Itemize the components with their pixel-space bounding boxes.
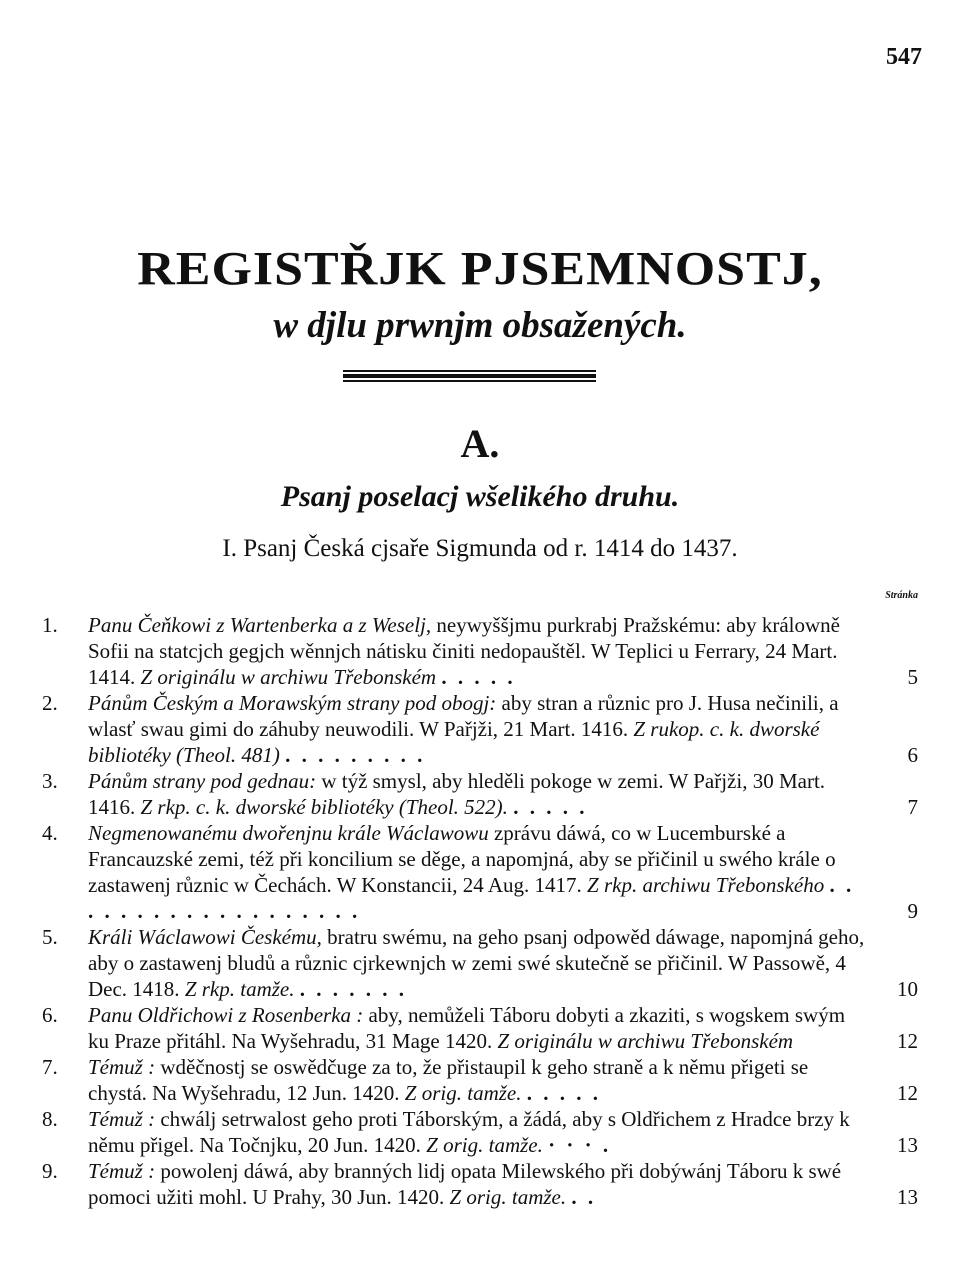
entry-leader-dots: . . xyxy=(571,1185,597,1209)
entry-number: 6. xyxy=(42,1003,58,1027)
entry-description: powolenj dáwá, aby branných lidj opata Milewského při dobýwánj Táboru k swé pomoci užiti mohl. U Prahy, 30 Jun. 1420. xyxy=(88,1159,842,1209)
entry-page: 13 xyxy=(897,1133,918,1157)
section-letter: A. xyxy=(460,421,500,466)
page-title: REGISTŘJK PJSEMNOSTJ, xyxy=(137,243,823,296)
entry-leader-dots: · · · . xyxy=(548,1133,612,1157)
entry-page: 7 xyxy=(907,795,918,819)
entry-leader-dots: . . . . . xyxy=(526,1081,601,1105)
entry-text xyxy=(88,768,878,820)
entry-page: 12 xyxy=(897,1029,918,1053)
entry-addressee: Panu Oldřichowi z Rosenberka : xyxy=(88,1003,364,1027)
entry-addressee: Témuž : xyxy=(88,1055,156,1079)
entry-addressee: Králi Wáclawowi Českému, xyxy=(88,925,322,949)
entry-description: aby, nemůželi Táboru dobyti a zkaziti, s wogskem swým ku Praze přitáhl. Na Wyšehradu, 31 Mage 1420. xyxy=(88,1003,846,1053)
entry-number: 3. xyxy=(42,769,58,793)
entry-addressee: Panu Čeňkowi z Wartenberka a z Weselj, xyxy=(88,613,432,637)
entry-leader-dots: . . . . . . . . . xyxy=(285,743,426,767)
entry-addressee: Pánům Českým a Morawským strany pod obogj: xyxy=(88,691,497,715)
entry-source: Z orig. tamže. xyxy=(449,1185,567,1209)
page-subtitle: w djlu prwnjm obsažených. xyxy=(273,305,687,346)
entry-description: bratru swému, na geho psanj odpowěd dáwage, napomjná geho, aby o zastawenj bludů a různic cjrkewnjch w zemi swé skutečně se přičinil. W Passowě, 4 Dec. 1418. xyxy=(88,925,865,1001)
register-entry xyxy=(42,1106,918,1158)
entry-text xyxy=(88,1002,878,1054)
page-column-header: Stránka xyxy=(885,590,918,601)
subsection-title: I. Psanj Česká cjsaře Sigmunda od r. 1414 do 1437. xyxy=(222,535,738,562)
entry-source: Z rkp. archiwu Třebonského xyxy=(587,873,825,897)
entry-text xyxy=(88,820,878,924)
entry-description: w týž smysl, aby hleděli pokoge w zemi. W Pařjži, 30 Mart. 1416. xyxy=(88,769,826,819)
entry-addressee: Témuž : xyxy=(88,1107,156,1131)
entry-number: 4. xyxy=(42,821,58,845)
register-entry xyxy=(42,924,918,1002)
entry-source: Z originálu w archiwu Třebonském xyxy=(497,1029,794,1053)
entry-source: Z orig. tamže. xyxy=(426,1133,543,1157)
register-entry xyxy=(42,690,918,768)
entry-leader-dots: . . . . . . . xyxy=(299,977,407,1001)
entry-text xyxy=(88,690,878,768)
entry-page: 9 xyxy=(907,899,918,923)
entry-description: zprávu dáwá, co w Lucemburské a Francauzské zemi, též při koncilium se děge, a napomjná, aby se přičinil u swého krále o zastawenj různic w Čechách. W Konstancii, 24 Aug. 1417. xyxy=(88,821,836,897)
register-entry xyxy=(42,768,918,820)
entry-number: 7. xyxy=(42,1055,58,1079)
entry-page: 5 xyxy=(907,665,918,689)
entry-page: 6 xyxy=(907,743,918,767)
entry-source: Z rkp. c. k. dworské bibliotéky (Theol. 522). xyxy=(140,795,508,819)
entry-number: 8. xyxy=(42,1107,58,1131)
page-number: 547 xyxy=(886,44,922,70)
entry-source: Z orig. tamže. xyxy=(404,1081,522,1105)
entry-text xyxy=(88,612,878,690)
entry-text xyxy=(88,1158,878,1210)
entry-description: chwálj setrwalost geho proti Táborským, a žádá, aby s Oldřichem z Hradce brzy k němu přigel. Na Točnjku, 20 Jun. 1420. xyxy=(88,1107,850,1157)
entry-leader-dots: . . . . . . . . . . . . . . . . . . . xyxy=(88,873,855,923)
entry-source: Z rukop. c. k. dworské bibliotéky (Theol. 481) xyxy=(88,717,820,767)
register-entry xyxy=(42,612,918,690)
entry-addressee: Témuž : xyxy=(88,1159,156,1183)
entry-number: 2. xyxy=(42,691,58,715)
entry-source: Z rkp. tamže. xyxy=(184,977,295,1001)
register-entry xyxy=(42,1002,918,1054)
entry-page: 10 xyxy=(897,977,918,1001)
entry-description: neywyššjmu purkrabj Pražskému: aby králowně Sofii na statcjch gegjch wěnnjch nátisku činiti nedopauštěl. W Teplici u Ferrary, 24 Mart. 1414. xyxy=(88,613,840,689)
entry-addressee: Negmenowanému dwořenjnu krále Wáclawowu xyxy=(88,821,489,845)
register-entries xyxy=(42,612,918,1210)
entry-addressee: Pánům strany pod gednau: xyxy=(88,769,317,793)
register-entry xyxy=(42,1054,918,1106)
entry-text xyxy=(88,1054,878,1106)
entry-number: 5. xyxy=(42,925,58,949)
section-title: Psanj poselacj wšelikého druhu. xyxy=(280,480,680,513)
entry-leader-dots: . . . . . xyxy=(513,795,588,819)
entry-number: 9. xyxy=(42,1159,58,1183)
entry-source: Z originálu w archiwu Třebonském xyxy=(140,665,437,689)
entry-number: 1. xyxy=(42,613,58,637)
register-entry xyxy=(42,1158,918,1210)
register-entry xyxy=(42,820,918,924)
entry-text xyxy=(88,924,878,1002)
entry-page: 13 xyxy=(897,1185,918,1209)
entry-text xyxy=(88,1106,878,1158)
entry-description: wděčnostj se oswědčuge za to, že přistaupil k geho straně a k němu přigeti se chystá. Na Wyšehradu, 12 Jun. 1420. xyxy=(88,1055,809,1105)
decorative-rule xyxy=(343,370,596,382)
entry-description: aby stran a různic pro J. Husa nečinili, a wlasť swau gimi do záhuby neuwodili. W Pařjži, 21 Mart. 1416. xyxy=(88,691,839,741)
entry-leader-dots: . . . . . xyxy=(441,665,516,689)
entry-page: 12 xyxy=(897,1081,918,1105)
